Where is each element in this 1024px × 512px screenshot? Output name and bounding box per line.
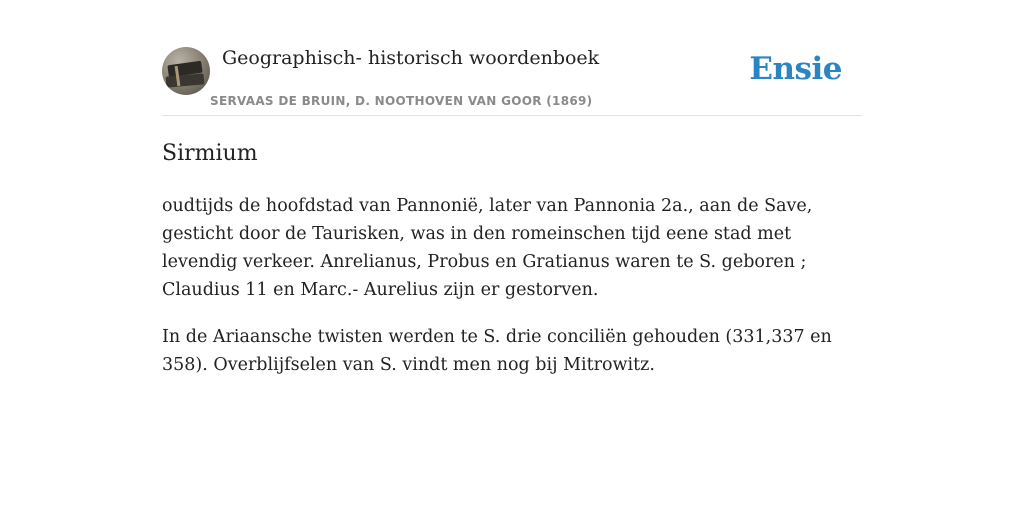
content-container <box>162 0 862 375</box>
book-icon <box>166 73 205 87</box>
book-avatar[interactable] <box>162 47 210 95</box>
entry-paragraph: In de Ariaansche twisten werden te S. drie conciliën gehouden (331,337 en 358). Overblijfselen van S. vindt men nog bij Mitrowitz. <box>162 327 832 375</box>
book-authors: SERVAAS DE BRUIN, D. NOOTHOVEN VAN GOOR (1869) <box>210 94 593 108</box>
entry-headword: Sirmium <box>162 141 258 166</box>
entry-paragraph: oudtijds de hoofdstad van Pannonië, later van Pannonia 2a., aan de Save, gesticht door de Taurisken, was in den romeinschen tijd eene stad met levendig verkeer. Anrelianus, Probus en Gratianus waren te S. geboren ; Claudius 11 en Marc.- Aurelius zijn er gestorven. <box>162 196 813 300</box>
entry-body <box>162 192 862 398</box>
page-header <box>162 0 862 116</box>
book-title[interactable]: Geographisch- historisch woordenboek <box>222 47 600 69</box>
ensie-logo-link[interactable]: Ensie <box>749 51 842 87</box>
